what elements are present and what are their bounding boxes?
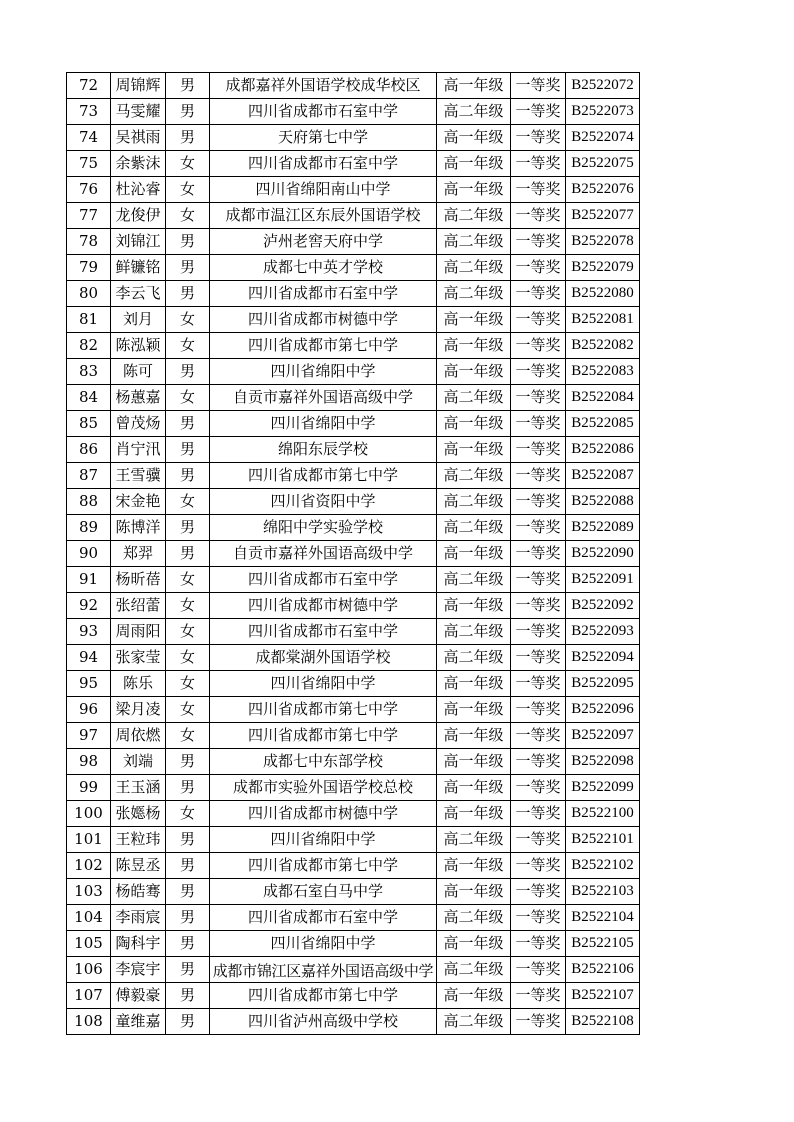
row-number: 103 [67, 879, 111, 905]
certificate-number: B2522107 [566, 983, 640, 1009]
certificate-number: B2522090 [566, 541, 640, 567]
grade-level: 高一年级 [437, 879, 511, 905]
table-row [67, 723, 640, 749]
student-name: 李雨宸 [111, 905, 166, 931]
certificate-number: B2522076 [566, 177, 640, 203]
row-number: 95 [67, 671, 111, 697]
student-gender: 女 [166, 333, 210, 359]
table-row [67, 593, 640, 619]
row-number: 93 [67, 619, 111, 645]
certificate-number: B2522103 [566, 879, 640, 905]
school-name: 成都棠湖外国语学校 [210, 645, 437, 671]
award-level: 一等奖 [511, 853, 566, 879]
row-number: 105 [67, 931, 111, 957]
row-number: 79 [67, 255, 111, 281]
school-name: 四川省成都市第七中学 [210, 853, 437, 879]
grade-level: 高二年级 [437, 489, 511, 515]
school-name: 四川省绵阳中学 [210, 931, 437, 957]
row-number: 107 [67, 983, 111, 1009]
award-roster-body [67, 73, 640, 1035]
grade-level: 高二年级 [437, 567, 511, 593]
table-row [67, 177, 640, 203]
grade-level: 高一年级 [437, 931, 511, 957]
certificate-number: B2522083 [566, 359, 640, 385]
grade-level: 高一年级 [437, 73, 511, 99]
table-row [67, 359, 640, 385]
school-name: 四川省成都市第七中学 [210, 463, 437, 489]
student-name: 周锦辉 [111, 73, 166, 99]
table-row [67, 333, 640, 359]
certificate-number: B2522082 [566, 333, 640, 359]
school-name: 四川省成都市第七中学 [210, 723, 437, 749]
table-row [67, 255, 640, 281]
student-name: 傅毅豪 [111, 983, 166, 1009]
table-row [67, 463, 640, 489]
school-name: 自贡市嘉祥外国语高级中学 [210, 541, 437, 567]
student-name: 杨昕蓓 [111, 567, 166, 593]
certificate-number: B2522098 [566, 749, 640, 775]
school-name: 成都七中英才学校 [210, 255, 437, 281]
certificate-number: B2522096 [566, 697, 640, 723]
row-number: 98 [67, 749, 111, 775]
student-gender: 男 [166, 775, 210, 801]
table-row [67, 905, 640, 931]
certificate-number: B2522091 [566, 567, 640, 593]
certificate-number: B2522078 [566, 229, 640, 255]
grade-level: 高一年级 [437, 541, 511, 567]
student-name: 王雪骥 [111, 463, 166, 489]
row-number: 90 [67, 541, 111, 567]
row-number: 81 [67, 307, 111, 333]
student-name: 梁月凌 [111, 697, 166, 723]
school-name: 四川省资阳中学 [210, 489, 437, 515]
table-row [67, 645, 640, 671]
student-name: 余紫沫 [111, 151, 166, 177]
row-number: 80 [67, 281, 111, 307]
row-number: 92 [67, 593, 111, 619]
student-gender: 女 [166, 385, 210, 411]
student-name: 龙俊伊 [111, 203, 166, 229]
award-level: 一等奖 [511, 411, 566, 437]
student-name: 杜沁睿 [111, 177, 166, 203]
row-number: 96 [67, 697, 111, 723]
school-name: 四川省成都市石室中学 [210, 99, 437, 125]
grade-level: 高二年级 [437, 619, 511, 645]
school-name: 四川省成都市树德中学 [210, 307, 437, 333]
table-row [67, 957, 640, 983]
table-row [67, 853, 640, 879]
student-name: 周雨阳 [111, 619, 166, 645]
school-name: 成都市实验外国语学校总校 [210, 775, 437, 801]
student-gender: 男 [166, 73, 210, 99]
row-number: 82 [67, 333, 111, 359]
student-name: 李云飞 [111, 281, 166, 307]
student-gender: 女 [166, 801, 210, 827]
certificate-number: B2522073 [566, 99, 640, 125]
certificate-number: B2522095 [566, 671, 640, 697]
school-name: 四川省成都市第七中学 [210, 983, 437, 1009]
grade-level: 高二年级 [437, 463, 511, 489]
table-row [67, 567, 640, 593]
school-name: 四川省泸州高级中学校 [210, 1009, 437, 1035]
school-name: 成都七中东部学校 [210, 749, 437, 775]
student-name: 王玉涵 [111, 775, 166, 801]
certificate-number: B2522094 [566, 645, 640, 671]
school-name: 绵阳中学实验学校 [210, 515, 437, 541]
grade-level: 高二年级 [437, 957, 511, 983]
award-level: 一等奖 [511, 775, 566, 801]
award-level: 一等奖 [511, 437, 566, 463]
certificate-number: B2522092 [566, 593, 640, 619]
row-number: 89 [67, 515, 111, 541]
award-level: 一等奖 [511, 567, 566, 593]
student-name: 宋金艳 [111, 489, 166, 515]
school-name: 四川省成都市树德中学 [210, 801, 437, 827]
award-level: 一等奖 [511, 697, 566, 723]
student-name: 吴祺雨 [111, 125, 166, 151]
award-level: 一等奖 [511, 489, 566, 515]
grade-level: 高一年级 [437, 125, 511, 151]
award-level: 一等奖 [511, 905, 566, 931]
student-name: 张绍蕾 [111, 593, 166, 619]
certificate-number: B2522099 [566, 775, 640, 801]
grade-level: 高一年级 [437, 723, 511, 749]
grade-level: 高二年级 [437, 281, 511, 307]
grade-level: 高一年级 [437, 801, 511, 827]
row-number: 102 [67, 853, 111, 879]
student-gender: 男 [166, 229, 210, 255]
award-level: 一等奖 [511, 99, 566, 125]
certificate-number: B2522086 [566, 437, 640, 463]
certificate-number: B2522102 [566, 853, 640, 879]
award-level: 一等奖 [511, 593, 566, 619]
student-gender: 男 [166, 255, 210, 281]
award-level: 一等奖 [511, 541, 566, 567]
row-number: 77 [67, 203, 111, 229]
grade-level: 高一年级 [437, 671, 511, 697]
student-name: 杨蕙嘉 [111, 385, 166, 411]
row-number: 83 [67, 359, 111, 385]
student-name: 陈乐 [111, 671, 166, 697]
award-level: 一等奖 [511, 333, 566, 359]
table-row [67, 385, 640, 411]
student-name: 鲜镰铭 [111, 255, 166, 281]
student-gender: 男 [166, 905, 210, 931]
student-gender: 女 [166, 593, 210, 619]
student-name: 李宸宇 [111, 957, 166, 983]
certificate-number: B2522088 [566, 489, 640, 515]
certificate-number: B2522075 [566, 151, 640, 177]
student-name: 陶科宇 [111, 931, 166, 957]
school-name: 四川省成都市第七中学 [210, 697, 437, 723]
student-gender: 女 [166, 619, 210, 645]
row-number: 73 [67, 99, 111, 125]
student-gender: 女 [166, 671, 210, 697]
certificate-number: B2522106 [566, 957, 640, 983]
grade-level: 高一年级 [437, 411, 511, 437]
certificate-number: B2522085 [566, 411, 640, 437]
grade-level: 高一年级 [437, 177, 511, 203]
student-name: 张家莹 [111, 645, 166, 671]
award-level: 一等奖 [511, 125, 566, 151]
student-gender: 男 [166, 541, 210, 567]
certificate-number: B2522087 [566, 463, 640, 489]
certificate-number: B2522100 [566, 801, 640, 827]
row-number: 101 [67, 827, 111, 853]
grade-level: 高二年级 [437, 827, 511, 853]
row-number: 108 [67, 1009, 111, 1035]
grade-level: 高二年级 [437, 515, 511, 541]
certificate-number: B2522101 [566, 827, 640, 853]
school-name: 泸州老窖天府中学 [210, 229, 437, 255]
student-name: 周依燃 [111, 723, 166, 749]
award-level: 一等奖 [511, 385, 566, 411]
student-gender: 男 [166, 437, 210, 463]
award-level: 一等奖 [511, 671, 566, 697]
grade-level: 高二年级 [437, 99, 511, 125]
student-gender: 男 [166, 281, 210, 307]
student-name: 张嫕杨 [111, 801, 166, 827]
grade-level: 高一年级 [437, 593, 511, 619]
row-number: 76 [67, 177, 111, 203]
school-name: 四川省成都市第七中学 [210, 333, 437, 359]
award-level: 一等奖 [511, 801, 566, 827]
grade-level: 高一年级 [437, 775, 511, 801]
award-level: 一等奖 [511, 229, 566, 255]
row-number: 78 [67, 229, 111, 255]
certificate-number: B2522089 [566, 515, 640, 541]
grade-level: 高二年级 [437, 1009, 511, 1035]
table-row [67, 749, 640, 775]
student-gender: 女 [166, 177, 210, 203]
row-number: 100 [67, 801, 111, 827]
row-number: 84 [67, 385, 111, 411]
table-row [67, 281, 640, 307]
school-name: 四川省成都市树德中学 [210, 593, 437, 619]
school-name: 四川省成都市石室中学 [210, 281, 437, 307]
school-name: 成都嘉祥外国语学校成华校区 [210, 73, 437, 99]
award-level: 一等奖 [511, 1009, 566, 1035]
student-gender: 男 [166, 931, 210, 957]
student-gender: 男 [166, 853, 210, 879]
student-gender: 男 [166, 463, 210, 489]
row-number: 75 [67, 151, 111, 177]
certificate-number: B2522081 [566, 307, 640, 333]
row-number: 72 [67, 73, 111, 99]
grade-level: 高二年级 [437, 905, 511, 931]
table-row [67, 151, 640, 177]
row-number: 88 [67, 489, 111, 515]
student-gender: 男 [166, 879, 210, 905]
certificate-number: B2522077 [566, 203, 640, 229]
award-level: 一等奖 [511, 749, 566, 775]
school-name-text: 成都市锦江区嘉祥外国语高级中学 [212, 962, 434, 980]
row-number: 74 [67, 125, 111, 151]
table-row [67, 99, 640, 125]
grade-level: 高一年级 [437, 437, 511, 463]
school-name: 四川省成都市石室中学 [210, 905, 437, 931]
certificate-number: B2522097 [566, 723, 640, 749]
award-level: 一等奖 [511, 931, 566, 957]
student-name: 刘月 [111, 307, 166, 333]
student-gender: 男 [166, 515, 210, 541]
certificate-number: B2522080 [566, 281, 640, 307]
table-row [67, 775, 640, 801]
grade-level: 高二年级 [437, 645, 511, 671]
table-row [67, 931, 640, 957]
school-name: 绵阳东辰学校 [210, 437, 437, 463]
student-gender: 男 [166, 359, 210, 385]
student-name: 刘锦江 [111, 229, 166, 255]
row-number: 97 [67, 723, 111, 749]
table-row [67, 125, 640, 151]
certificate-number: B2522093 [566, 619, 640, 645]
table-row [67, 411, 640, 437]
student-name: 肖宁汛 [111, 437, 166, 463]
award-level: 一等奖 [511, 723, 566, 749]
table-row [67, 983, 640, 1009]
award-roster-table [66, 72, 640, 1035]
student-gender: 女 [166, 307, 210, 333]
student-gender: 女 [166, 697, 210, 723]
student-gender: 男 [166, 125, 210, 151]
school-name: 自贡市嘉祥外国语高级中学 [210, 385, 437, 411]
award-level: 一等奖 [511, 73, 566, 99]
certificate-number: B2522104 [566, 905, 640, 931]
table-row [67, 73, 640, 99]
student-name: 王粒玮 [111, 827, 166, 853]
table-row [67, 801, 640, 827]
certificate-number: B2522074 [566, 125, 640, 151]
award-level: 一等奖 [511, 827, 566, 853]
student-gender: 男 [166, 411, 210, 437]
grade-level: 高一年级 [437, 333, 511, 359]
row-number: 87 [67, 463, 111, 489]
award-level: 一等奖 [511, 879, 566, 905]
award-level: 一等奖 [511, 957, 566, 983]
table-row [67, 671, 640, 697]
table-row [67, 515, 640, 541]
student-gender: 男 [166, 1009, 210, 1035]
table-row [67, 489, 640, 515]
certificate-number: B2522084 [566, 385, 640, 411]
student-gender: 女 [166, 203, 210, 229]
student-name: 马雯耀 [111, 99, 166, 125]
table-row [67, 697, 640, 723]
school-name: 四川省成都市石室中学 [210, 567, 437, 593]
student-gender: 男 [166, 749, 210, 775]
grade-level: 高一年级 [437, 853, 511, 879]
award-level: 一等奖 [511, 255, 566, 281]
certificate-number: B2522079 [566, 255, 640, 281]
award-level: 一等奖 [511, 281, 566, 307]
certificate-number: B2522108 [566, 1009, 640, 1035]
student-name: 陈昱丞 [111, 853, 166, 879]
school-name: 成都石室白马中学 [210, 879, 437, 905]
award-level: 一等奖 [511, 463, 566, 489]
student-gender: 女 [166, 151, 210, 177]
table-row [67, 1009, 640, 1035]
grade-level: 高一年级 [437, 151, 511, 177]
award-level: 一等奖 [511, 359, 566, 385]
grade-level: 高一年级 [437, 359, 511, 385]
row-number: 94 [67, 645, 111, 671]
table-row [67, 229, 640, 255]
student-name: 童维嘉 [111, 1009, 166, 1035]
student-gender: 男 [166, 957, 210, 983]
school-name: 四川省成都市石室中学 [210, 151, 437, 177]
student-name: 郑羿 [111, 541, 166, 567]
grade-level: 高一年级 [437, 983, 511, 1009]
table-row [67, 619, 640, 645]
table-row [67, 203, 640, 229]
award-level: 一等奖 [511, 203, 566, 229]
school-name: 天府第七中学 [210, 125, 437, 151]
student-gender: 女 [166, 723, 210, 749]
grade-level: 高二年级 [437, 229, 511, 255]
student-name: 杨皓骞 [111, 879, 166, 905]
student-name: 刘端 [111, 749, 166, 775]
row-number: 104 [67, 905, 111, 931]
school-name: 四川省绵阳中学 [210, 671, 437, 697]
row-number: 86 [67, 437, 111, 463]
school-name [210, 957, 437, 983]
student-gender: 女 [166, 645, 210, 671]
student-name: 曾茂炀 [111, 411, 166, 437]
student-gender: 男 [166, 99, 210, 125]
award-level: 一等奖 [511, 177, 566, 203]
award-level: 一等奖 [511, 983, 566, 1009]
school-name: 四川省绵阳中学 [210, 827, 437, 853]
row-number: 106 [67, 957, 111, 983]
table-row [67, 541, 640, 567]
certificate-number: B2522105 [566, 931, 640, 957]
grade-level: 高二年级 [437, 255, 511, 281]
grade-level: 高二年级 [437, 385, 511, 411]
school-name: 四川省绵阳中学 [210, 411, 437, 437]
table-row [67, 827, 640, 853]
grade-level: 高一年级 [437, 697, 511, 723]
student-gender: 女 [166, 567, 210, 593]
award-level: 一等奖 [511, 515, 566, 541]
student-gender: 男 [166, 827, 210, 853]
row-number: 91 [67, 567, 111, 593]
school-name: 四川省绵阳中学 [210, 359, 437, 385]
award-level: 一等奖 [511, 151, 566, 177]
school-name: 成都市温江区东辰外国语学校 [210, 203, 437, 229]
student-name: 陈泓颖 [111, 333, 166, 359]
award-level: 一等奖 [511, 645, 566, 671]
certificate-number: B2522072 [566, 73, 640, 99]
grade-level: 高二年级 [437, 203, 511, 229]
award-level: 一等奖 [511, 307, 566, 333]
school-name: 四川省成都市石室中学 [210, 619, 437, 645]
grade-level: 高一年级 [437, 749, 511, 775]
table-row [67, 879, 640, 905]
student-gender: 男 [166, 983, 210, 1009]
table-row [67, 437, 640, 463]
table-row [67, 307, 640, 333]
student-gender: 女 [166, 489, 210, 515]
award-level: 一等奖 [511, 619, 566, 645]
school-name: 四川省绵阳南山中学 [210, 177, 437, 203]
student-name: 陈博洋 [111, 515, 166, 541]
student-name: 陈可 [111, 359, 166, 385]
grade-level: 高一年级 [437, 307, 511, 333]
row-number: 99 [67, 775, 111, 801]
row-number: 85 [67, 411, 111, 437]
